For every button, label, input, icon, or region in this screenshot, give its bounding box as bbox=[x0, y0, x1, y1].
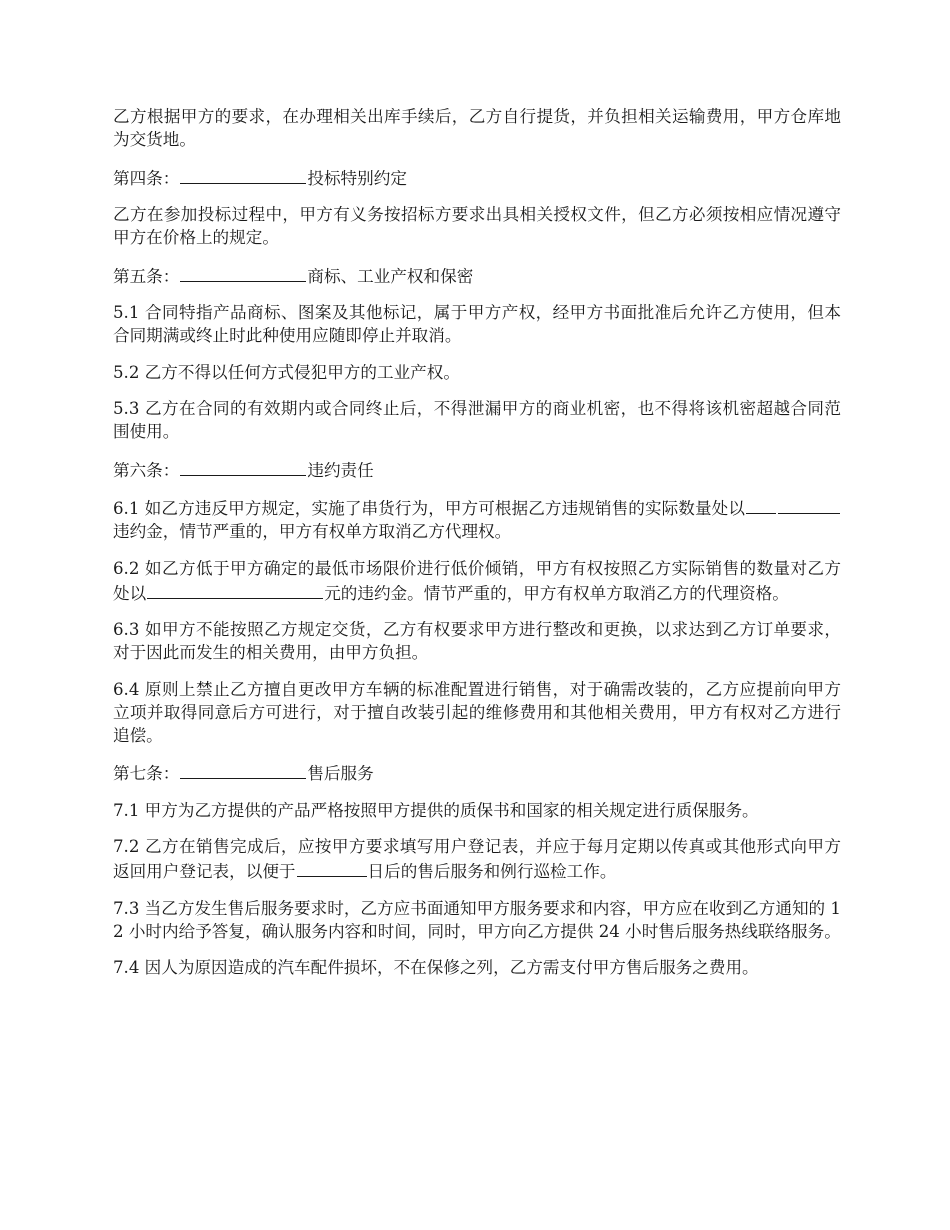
clause-7-2-blank bbox=[297, 858, 367, 877]
article-6-heading bbox=[113, 457, 841, 482]
article-7-title: 售后服务 bbox=[307, 764, 374, 783]
clause-6-1-blank-a bbox=[746, 495, 776, 514]
article-5-blank bbox=[180, 263, 306, 282]
article-5-heading bbox=[113, 263, 841, 288]
clause-6-2-text-a: 6.2 如乙方低于甲方确定的最低市场限价进行低价倾销，甲方有权按照乙方实际销售的数量对乙方处以 bbox=[113, 558, 841, 603]
clause-7-2-text-b: 日后的售后服务和例行巡检工作。 bbox=[367, 862, 617, 881]
clause-6-1-text-b: 违约金，情节严重的，甲方有权单方取消乙方代理权。 bbox=[113, 522, 512, 541]
article-4-title: 投标特别约定 bbox=[307, 168, 407, 188]
clause-5-2: 5.2 乙方不得以任何方式侵犯甲方的工业产权。 bbox=[113, 362, 460, 382]
clause-6-1-text-a: 6.1 如乙方违反甲方规定，实施了串货行为，甲方可根据乙方违规销售的实际数量处以 bbox=[113, 499, 745, 518]
article-6-blank bbox=[180, 457, 306, 476]
clause-6-2-blank bbox=[147, 580, 323, 599]
article-4-prefix: 第四条： bbox=[113, 168, 180, 188]
article-4-heading bbox=[113, 165, 841, 190]
clause-6-3: 6.3 如甲方不能按照乙方规定交货，乙方有权要求甲方进行整改和更换，以求达到乙方订单要求，对于因此而发生的相关费用，由甲方负担。 bbox=[113, 620, 841, 662]
clause-5-1: 5.1 合同特指产品商标、图案及其他标记，属于甲方产权，经甲方书面批准后允许乙方使用，但本合同期满或终止时此种使用应随即停止并取消。 bbox=[113, 303, 841, 345]
article-7-blank bbox=[180, 760, 306, 779]
paragraph-delivery: 乙方根据甲方的要求，在办理相关出库手续后，乙方自行提货，并负担相关运输费用，甲方仓库地为交货地。 bbox=[113, 107, 841, 149]
clause-6-4: 6.4 原则上禁止乙方擅自更改甲方车辆的标准配置进行销售，对于确需改装的，乙方应提前向甲方立项并取得同意后方可进行，对于擅自改装引起的维修费用和其他相关费用，甲方有权对乙方进行追偿。 bbox=[113, 679, 841, 745]
article-5-prefix: 第五条： bbox=[113, 266, 180, 286]
article-4-blank bbox=[180, 165, 306, 184]
article-6-title: 违约责任 bbox=[307, 460, 374, 480]
clause-7-2 bbox=[113, 835, 841, 883]
clause-7-2-text-a: 7.2 乙方在销售完成后，应按甲方要求填写用户登记表，并应于每月定期以传真或其他形式向甲方返回用户登记表，以便于 bbox=[113, 837, 841, 881]
clause-7-1: 7.1 甲方为乙方提供的产品严格按照甲方提供的质保书和国家的相关规定进行质保服务。 bbox=[113, 800, 759, 820]
article-6-prefix: 第六条： bbox=[113, 460, 180, 480]
paragraph-bidding: 乙方在参加投标过程中，甲方有义务按招标方要求出具相关授权文件，但乙方必须按相应情况遵守甲方在价格上的规定。 bbox=[113, 205, 841, 247]
article-7-prefix: 第七条： bbox=[113, 764, 180, 783]
clause-6-2 bbox=[113, 557, 841, 605]
clause-6-1-blank-b bbox=[778, 495, 840, 514]
clause-7-4: 7.4 因人为原因造成的汽车配件损坏，不在保修之列，乙方需支付甲方售后服务之费用。 bbox=[113, 958, 759, 977]
document-page bbox=[113, 105, 841, 993]
clause-6-2-text-b: 元的违约金。情节严重的，甲方有权单方取消乙方的代理资格。 bbox=[324, 583, 789, 603]
clause-6-1 bbox=[113, 495, 841, 543]
clause-7-3: 7.3 当乙方发生售后服务要求时，乙方应书面通知甲方服务要求和内容，甲方应在收到乙方通知的 12 小时内给予答复，确认服务内容和时间，同时，甲方向乙方提供 24 小时售后服务热线联络服务。 bbox=[113, 898, 841, 941]
article-5-title: 商标、工业产权和保密 bbox=[307, 266, 474, 286]
clause-5-3: 5.3 乙方在合同的有效期内或合同终止后，不得泄漏甲方的商业机密，也不得将该机密超越合同范围使用。 bbox=[113, 399, 841, 441]
article-7-heading bbox=[113, 760, 841, 785]
